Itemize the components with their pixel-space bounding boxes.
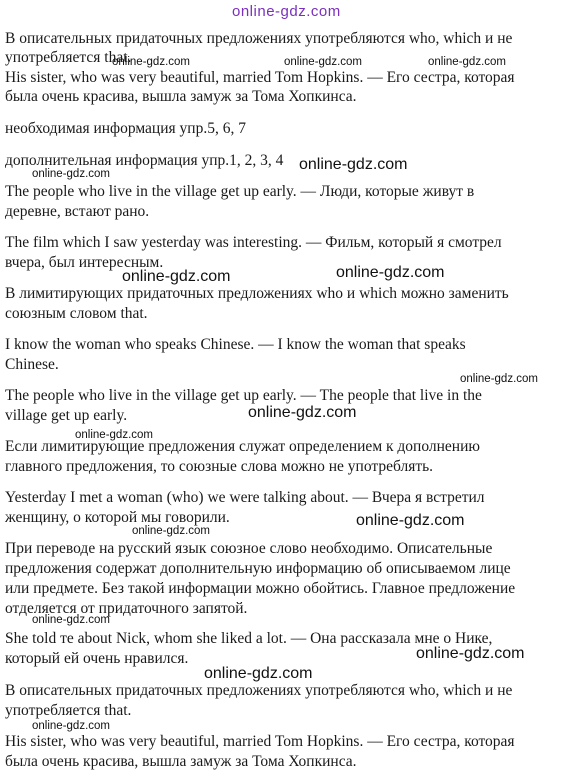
text-line: употребляется that. <box>5 49 132 66</box>
watermark: online-gdz.com <box>299 156 408 173</box>
watermark: online-gdz.com <box>204 665 313 682</box>
text-line: village get up early. <box>5 407 128 424</box>
watermark: online-gdz.com <box>416 645 525 662</box>
watermark: online-gdz.com <box>112 56 190 68</box>
watermark: online-gdz.com <box>428 56 506 68</box>
text-line: деревне, встают рано. <box>5 203 150 220</box>
text-line: His sister, who was very beautiful, married Tom Hopkins. — Его сестра, которая <box>5 69 515 86</box>
text-line: Yesterday I met a woman (who) we were talking about. — Вчера я встретил <box>5 489 485 506</box>
watermark: online-gdz.com <box>122 268 231 285</box>
text-line: женщину, о которой мы говорили. <box>5 509 230 526</box>
watermark: online-gdz.com <box>284 56 362 68</box>
text-line: союзным словом that. <box>5 305 148 322</box>
text-line: была очень красива, вышла замуж за Тома Хопкинса. <box>5 753 357 770</box>
text-line: His sister, who was very beautiful, married Tom Hopkins. — Его сестра, которая <box>5 733 515 750</box>
text-line: предложения содержат дополнительную информацию об описываемом лице <box>5 560 511 577</box>
text-line: В описательных придаточных предложениях употребляются who, which и не <box>5 682 513 699</box>
watermark: online-gdz.com <box>32 720 110 732</box>
watermark: online-gdz.com <box>132 525 210 537</box>
text-line: необходимая информация упр.5, 6, 7 <box>5 120 246 137</box>
text-line: Chinese. <box>5 356 59 373</box>
text-line: употребляется that. <box>5 702 132 719</box>
text-line: который ей очень нравился. <box>5 650 189 667</box>
text-line: The people who live in the village get up early. — The people that live in the <box>5 387 482 404</box>
text-line: The film which I saw yesterday was interesting. — Фильм, который я смотрел <box>5 234 502 251</box>
text-line: I know the woman who speaks Chinese. — I know the woman that speaks <box>5 336 466 353</box>
text-line: дополнительная информация упр.1, 2, 3, 4 <box>5 152 284 169</box>
text-line: В описательных придаточных предложениях употребляются who, which и не <box>5 30 513 47</box>
text-line: В лимитирующих придаточных предложениях who и which можно заменить <box>5 285 509 302</box>
text-line: вчера, был интересным. <box>5 254 164 271</box>
watermark: online-gdz.com <box>32 614 110 626</box>
watermark: online-gdz.com <box>356 512 465 529</box>
watermark: online-gdz.com <box>32 168 110 180</box>
text-line: She told те about Nick, whom she liked a lot. — Она рассказала мне о Нике, <box>5 630 493 647</box>
text-line: отделяется от придаточного запятой. <box>5 600 248 617</box>
watermark: online-gdz.com <box>460 373 538 385</box>
text-line: При переводе на русский язык союзное слово необходимо. Описательные <box>5 540 493 557</box>
watermark: online-gdz.com <box>232 3 341 20</box>
text-line: главного предложения, то союзные слова можно не употреблять. <box>5 458 434 475</box>
text-line: Если лимитирующие предложения служат определением к дополнению <box>5 438 480 455</box>
text-line: или предмете. Без такой информации можно обойтись. Главное предложение <box>5 580 516 597</box>
text-line: была очень красива, вышла замуж за Тома Хопкинса. <box>5 88 357 105</box>
text-line: The people who live in the village get up early. — Люди, которые живут в <box>5 183 475 200</box>
watermark: online-gdz.com <box>248 404 357 421</box>
watermark: online-gdz.com <box>75 429 153 441</box>
watermark: online-gdz.com <box>336 264 445 281</box>
